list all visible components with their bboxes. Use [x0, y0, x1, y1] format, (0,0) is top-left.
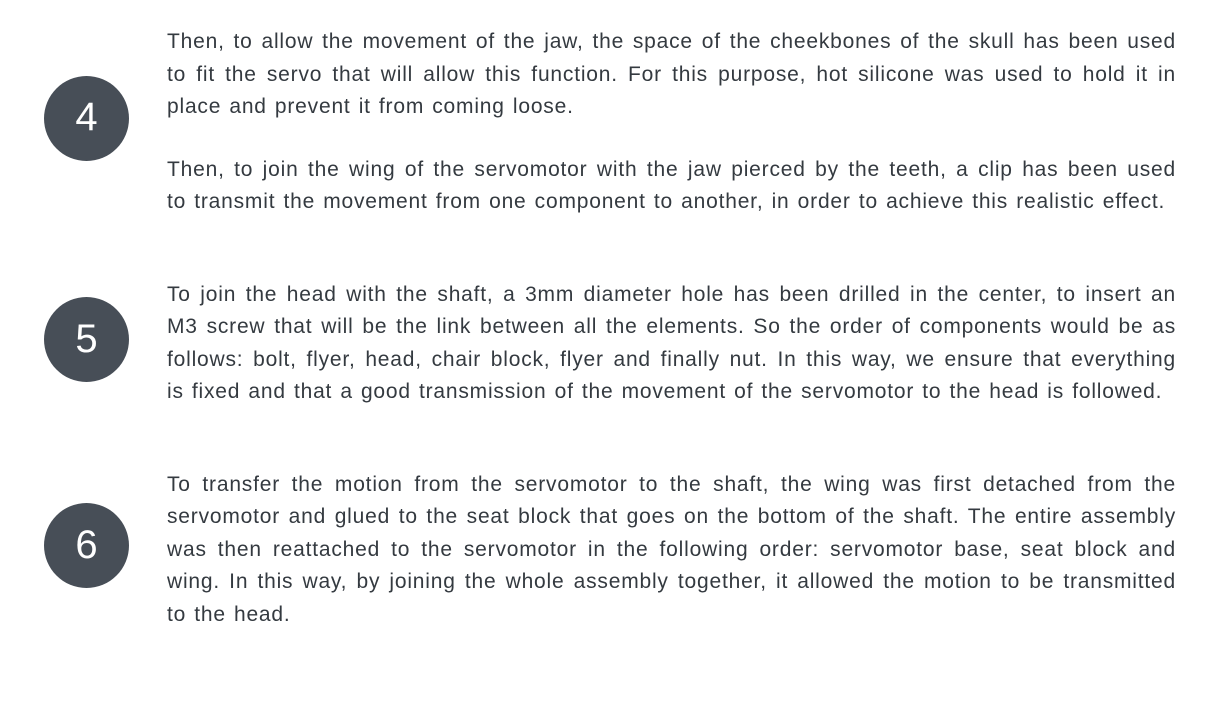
step-text-block: [167, 26, 1176, 219]
step-paragraph: Then, to allow the movement of the jaw, the space of the cheekbones of the skull has been used to fit the servo that will allow this function. For this purpose, hot silicone was used to hold it in place and prevent it from coming loose.: [167, 30, 1176, 118]
step-row-6: [44, 469, 1176, 632]
step-paragraph: Then, to join the wing of the servomotor with the jaw pierced by the teeth, a clip has been used to transmit the movement from one component to another, in order to achieve this realistic effect.: [167, 157, 1176, 213]
step-row-4: [44, 26, 1176, 219]
step-paragraph: To transfer the motion from the servomotor to the shaft, the wing was first detached from the servomotor and glued to the seat block that goes on the bottom of the shaft. The entire assembly was then reattached to the servomotor in the following order: servomotor base, seat block and wing. In this way, by joining the whole assembly together, it allowed the motion to be transmitted to the head.: [167, 472, 1176, 626]
step-paragraph: To join the head with the shaft, a 3mm diameter hole has been drilled in the center, to insert an M3 screw that will be the link between all the elements. So the order of components would be as follows: bolt, flyer, head, chair block, flyer and finally nut. In this way, we ensure that everything is fixed and that a good transmission of the movement of the servomotor to the head is followed.: [167, 282, 1176, 403]
step-number-badge: [44, 503, 129, 588]
step-number: 6: [75, 522, 98, 567]
step-text-block: [167, 469, 1176, 632]
step-number-badge: [44, 76, 129, 161]
step-number: 4: [75, 95, 98, 140]
step-number: 5: [75, 316, 98, 361]
step-number-badge: [44, 297, 129, 382]
step-text-block: [167, 279, 1176, 409]
step-row-5: [44, 279, 1176, 409]
